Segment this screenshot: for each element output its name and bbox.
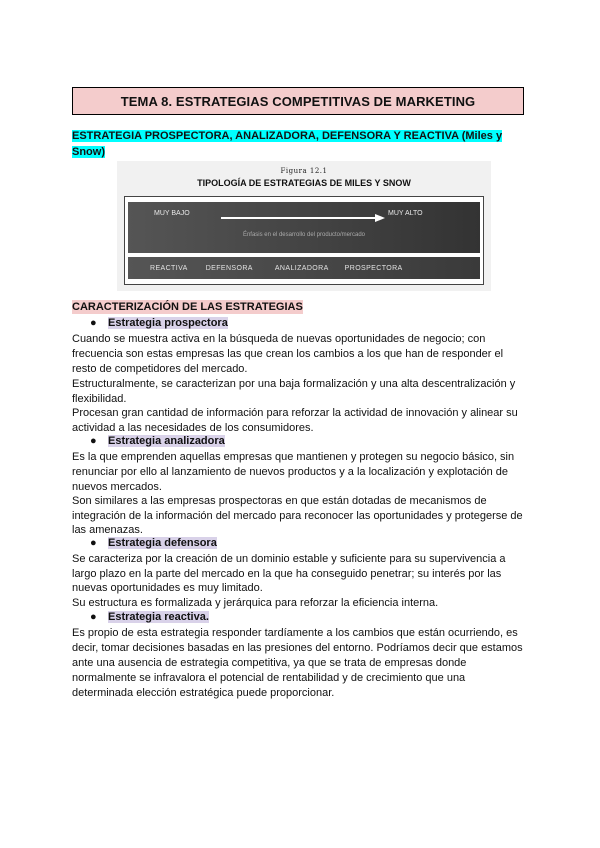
right-arrow-icon — [221, 214, 385, 222]
bullet-dot: ● — [90, 435, 97, 447]
bullet-defensora — [90, 536, 217, 550]
figure-low-label: MUY BAJO — [154, 210, 190, 217]
figure-scale-band — [128, 202, 480, 253]
defensora-p1-l2: largo plazo en la parte del mercado en la que ha conseguido penetrar; su interés por las — [72, 568, 502, 580]
caracterizacion-heading: CARACTERIZACIÓN DE LAS ESTRATEGIAS — [72, 301, 303, 313]
reactiva-p1-l4: normalmente se infravalora el potencial de rentabilidad y de crecimiento que una — [72, 672, 466, 684]
bullet-prospectora — [90, 316, 228, 330]
analizadora-p2-l1: Son similares a las empresas prospectoras en que están dotadas de mecanismos de — [72, 495, 487, 507]
figure-category-prospectora: PROSPECTORA — [344, 264, 403, 272]
bullet-analizadora — [90, 434, 225, 448]
reactiva-p1-l3: ante una ausencia de estrategia competitiva, ya que se trata de empresas donde — [72, 657, 467, 669]
figure-title: TIPOLOGÍA DE ESTRATEGIAS DE MILES Y SNOW — [197, 178, 411, 188]
figure-high-label: MUY ALTO — [388, 210, 423, 217]
figure-category-defensora: DEFENSORA — [205, 264, 253, 272]
figure-category-reactiva: REACTIVA — [150, 264, 188, 272]
prospectora-p3-l2: actividad a las necesidades de los consumidores. — [72, 422, 314, 434]
bullet-dot: ● — [90, 611, 97, 623]
prospectora-p1-l2: frecuencia son estas empresas las que crean los cambios a los que han de responder el — [72, 348, 504, 360]
reactiva-p1-l1: Es propio de esta estrategia responder tardíamente a los cambios que están ocurriendo, es — [72, 627, 518, 639]
bullet-label: Estrategia reactiva. — [108, 611, 209, 623]
prospectora-p2-l2: flexibilidad. — [72, 393, 127, 405]
prospectora-p2-l1: Estructuralmente, se caracterizan por una baja formalización y una alta descentralización y — [72, 378, 516, 390]
section-heading-text: ESTRATEGIA PROSPECTORA, ANALIZADORA, DEFENSORA Y REACTIVA (Miles y Snow) — [72, 130, 503, 158]
prospectora-p3-l1: Procesan gran cantidad de información para reforzar la actividad de innovación y alinear su — [72, 407, 518, 419]
reactiva-p1-l5: determinada elección estratégica puede proporcionar. — [72, 687, 335, 699]
bullet-dot: ● — [90, 317, 97, 329]
figure-note: Énfasis en el desarrollo del producto/mercado — [242, 232, 366, 238]
page-title: TEMA 8. ESTRATEGIAS COMPETITIVAS DE MARKETING — [72, 87, 524, 115]
prospectora-p1-l3: resto de competidores del mercado. — [72, 363, 248, 375]
analizadora-p1-l1: Es la que emprenden aquellas empresas que mantienen y protegen su negocio básico, sin — [72, 451, 515, 463]
analizadora-p1-l3: nuevos mercados. — [72, 481, 162, 493]
miles-snow-figure — [117, 161, 491, 291]
bullet-label: Estrategia analizadora — [108, 435, 225, 447]
bullet-dot: ● — [90, 537, 97, 549]
bullet-label: Estrategia defensora — [108, 537, 217, 549]
defensora-p2-l1: Su estructura es formalizada y jerárquica para reforzar la eficiencia interna. — [72, 597, 439, 609]
figure-category-band — [128, 257, 480, 279]
defensora-p1-l3: nuevas oportunidades es muy limitado. — [72, 582, 263, 594]
figure-frame — [124, 196, 484, 285]
bullet-label: Estrategia prospectora — [108, 317, 228, 329]
figure-label: Figura 12.1 — [280, 167, 328, 175]
analizadora-p1-l2: renunciar por ello al lanzamiento de nuevos productos y a la localización y explotación de — [72, 466, 508, 478]
section-heading — [72, 128, 522, 160]
reactiva-p1-l2: decir, tomar decisiones basadas en las presiones del entorno. Podríamos decir que estamos — [72, 642, 523, 654]
analizadora-p2-l3: las amenazas. — [72, 524, 143, 536]
bullet-reactiva — [90, 610, 209, 624]
figure-category-analizadora: ANALIZADORA — [274, 264, 329, 272]
prospectora-p1-l1: Cuando se muestra activa en la búsqueda de nuevas oportunidades de negocio; con — [72, 333, 486, 345]
defensora-p1-l1: Se caracteriza por la creación de un dominio estable y suficiente para su supervivencia a — [72, 553, 506, 565]
analizadora-p2-l2: integración de la información del mercado para reconocer las oportunidades y protegerse de — [72, 510, 523, 522]
